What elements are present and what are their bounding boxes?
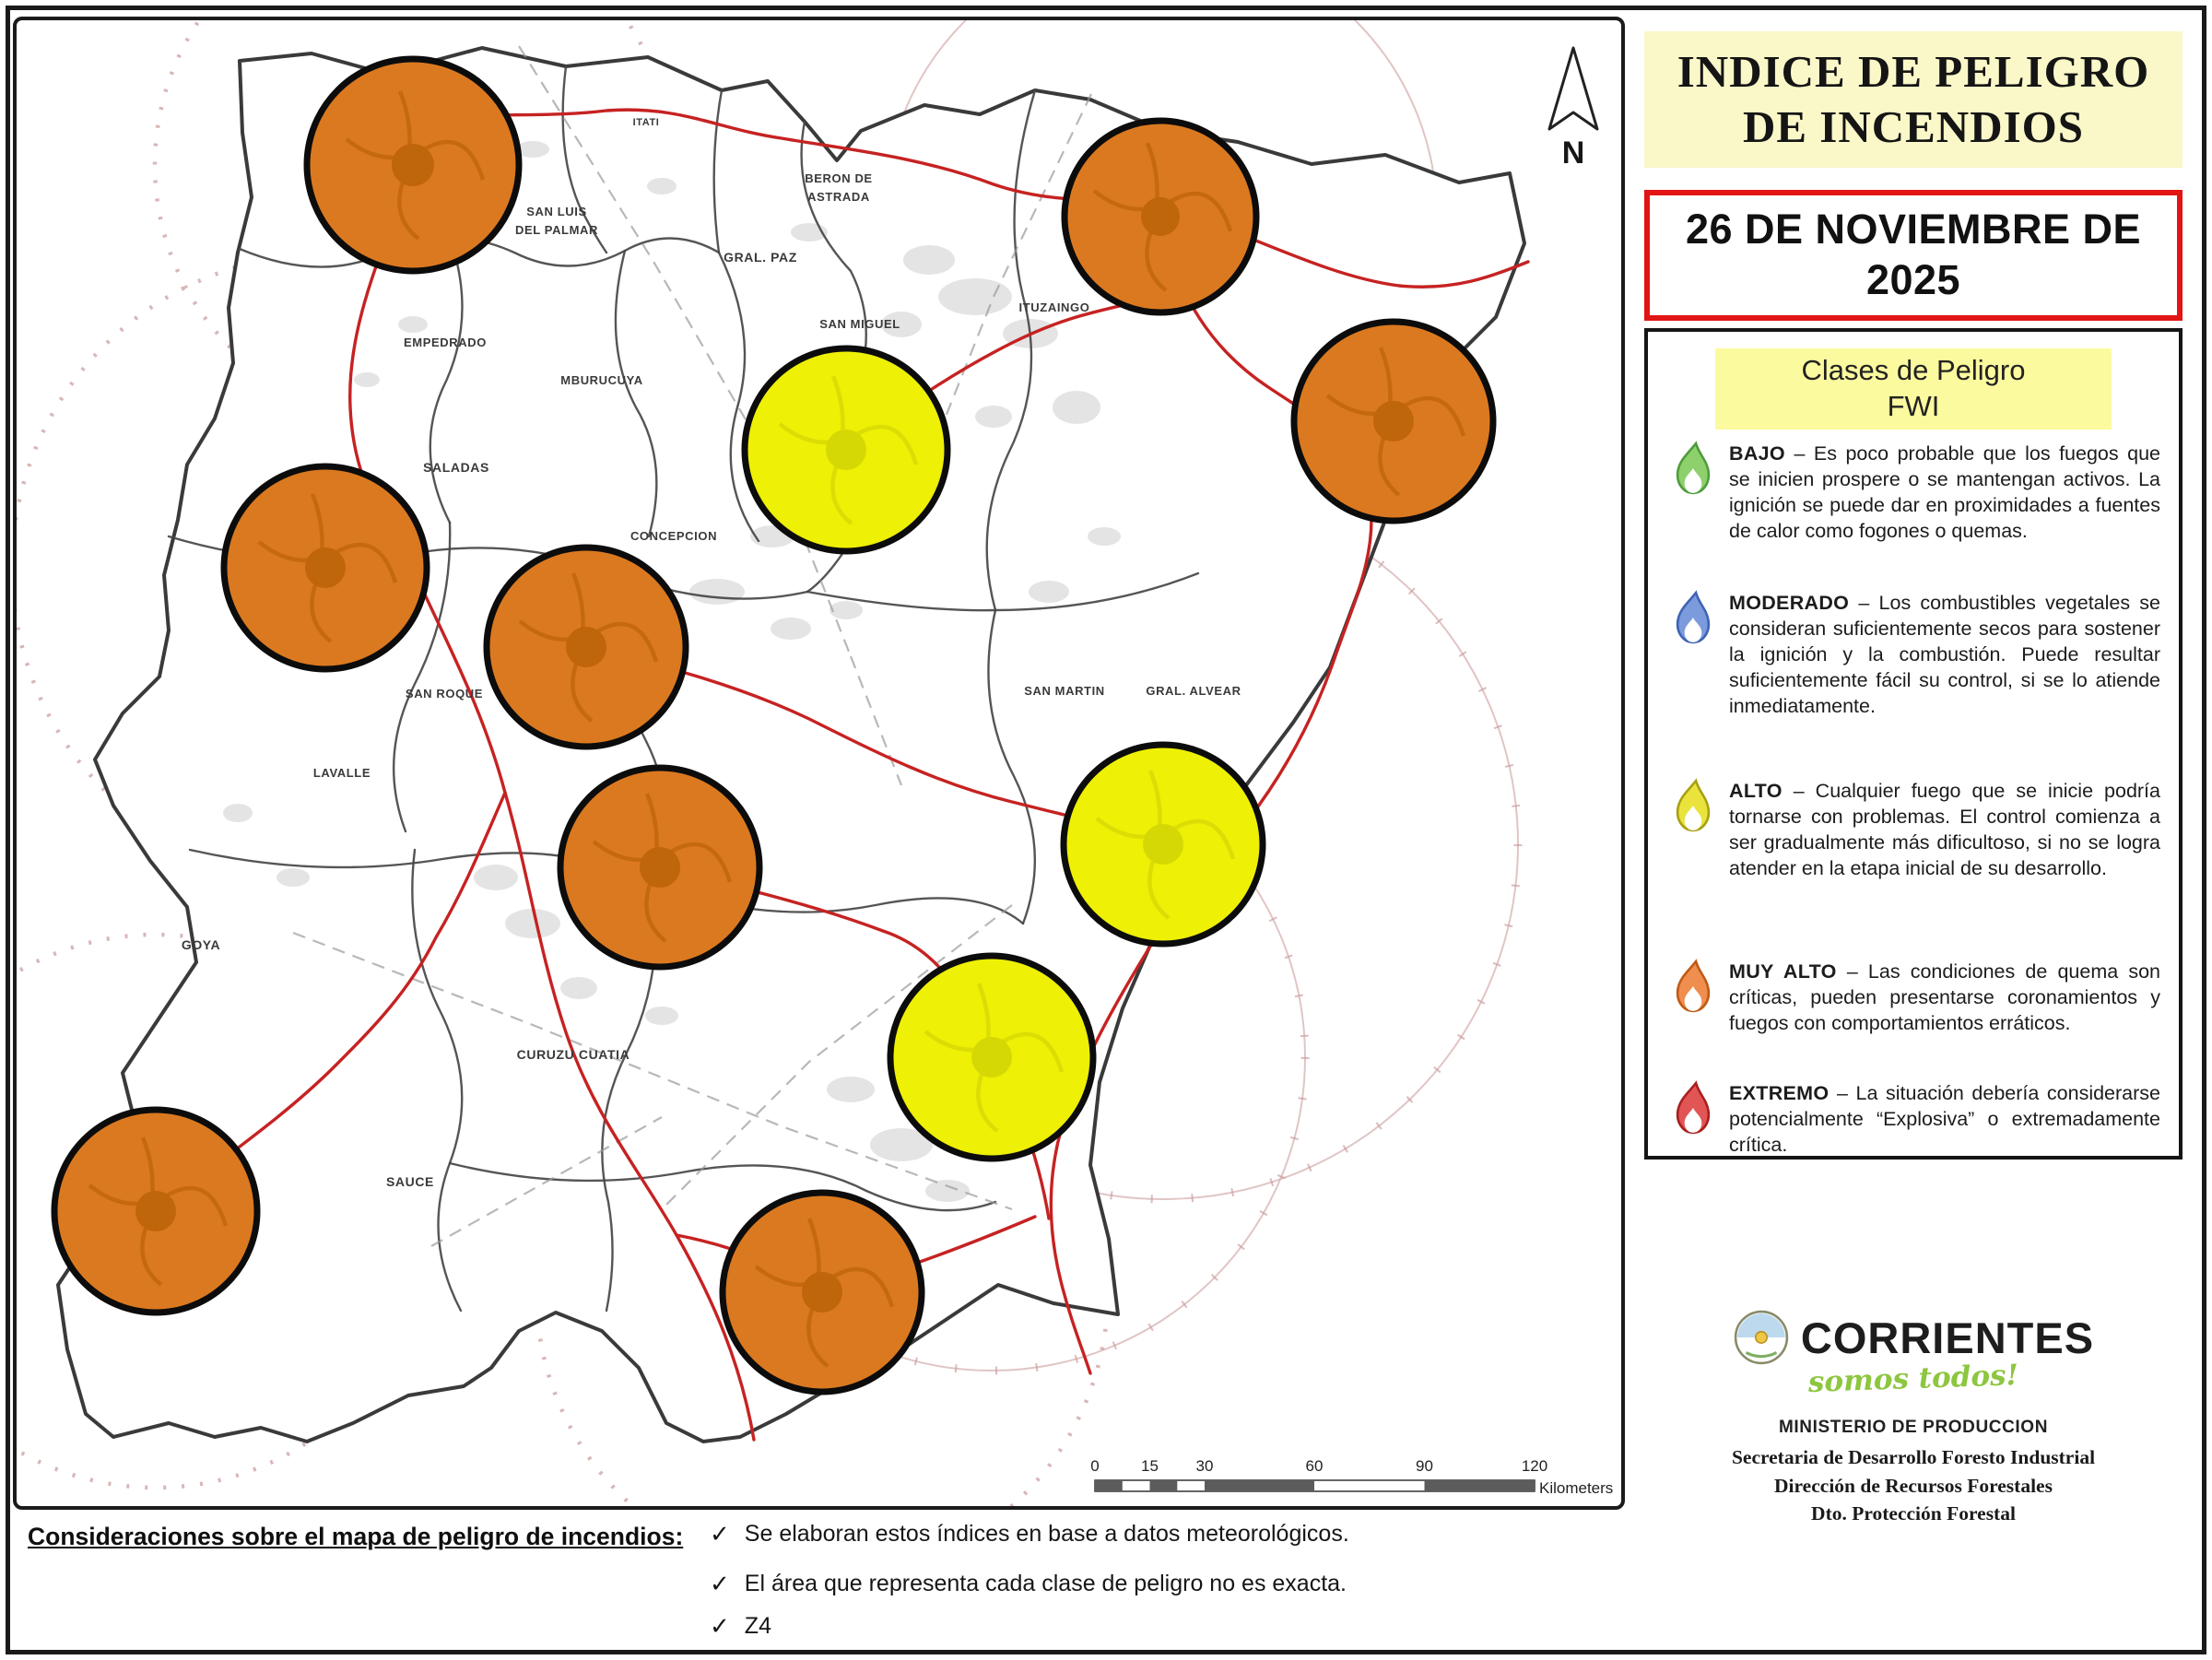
svg-text:30: 30	[1195, 1457, 1214, 1475]
title-line1: INDICE DE PELIGRO	[1677, 46, 2150, 97]
department-label: SAUCE	[385, 1174, 435, 1189]
checkmark-icon: ✓	[710, 1570, 730, 1597]
consideration-item: ✓ El área que representa cada clase de peligro no es exacta.	[710, 1570, 1347, 1597]
department-label: ASTRADA	[807, 190, 870, 204]
station-circle-muy_alto	[1065, 121, 1256, 312]
svg-text:90: 90	[1416, 1457, 1433, 1475]
department-label: SAN ROQUE	[405, 687, 484, 700]
station-circle-alto	[745, 348, 947, 551]
date-line2: 2025	[1865, 255, 1961, 303]
scale-bar	[1090, 1457, 1613, 1497]
station-circle-muy_alto	[723, 1193, 922, 1392]
svg-text:N: N	[1561, 135, 1585, 171]
department-label: ITUZAINGO	[1018, 300, 1090, 314]
flame-icon-extremo	[1670, 1080, 1716, 1136]
flame-icon-muy-alto	[1670, 959, 1716, 1014]
legend-entry-alto	[1670, 778, 2160, 881]
station-circle-muy_alto	[1294, 322, 1493, 521]
credit-line: Dto. Protección Forestal	[1811, 1502, 2016, 1525]
department-label: SAN MARTIN	[1024, 684, 1105, 698]
north-arrow-icon	[1549, 48, 1597, 171]
brand-name: CORRIENTES	[1800, 1313, 2095, 1362]
svg-text:Kilometers: Kilometers	[1539, 1479, 1614, 1497]
station-circle-alto	[1064, 745, 1263, 944]
department-label: MBURUCUYA	[560, 373, 643, 387]
legend-header-line1: Clases de Peligro	[1801, 354, 2026, 386]
credits-block	[1644, 1309, 2183, 1528]
legend-entry-moderado	[1670, 590, 2160, 719]
considerations-heading: Consideraciones sobre el mapa de peligro de incendios:	[28, 1523, 684, 1550]
map-frame	[13, 17, 1625, 1510]
station-circle-muy_alto	[54, 1110, 257, 1313]
department-label: GRAL. ALVEAR	[1146, 684, 1241, 698]
station-circle-muy_alto	[560, 768, 759, 967]
department-label: LAVALLE	[312, 766, 371, 780]
department-label: CURUZU CUATIA	[516, 1047, 630, 1062]
flame-icon-alto	[1670, 778, 1716, 833]
department-label: SAN LUIS	[526, 205, 587, 218]
svg-text:60: 60	[1305, 1457, 1324, 1475]
department-label: SALADAS	[423, 460, 489, 475]
legend-entry-bajo	[1670, 441, 2160, 544]
legend-text-bajo: BAJO – Es poco probable que los fuegos que se inicien prospere o se mantengan activos. La ignición se puede dar en proximidades a fuentes de calor como fogones o quemas.	[1729, 442, 2160, 542]
station-circle-alto	[890, 956, 1093, 1159]
consideration-item: ✓ Se elaboran estos índices en base a datos meteorológicos.	[710, 1520, 1349, 1548]
consideration-item: ✓ Z4	[710, 1612, 771, 1640]
svg-text:15: 15	[1141, 1457, 1159, 1475]
legend-header-line2: FWI	[1887, 389, 1940, 422]
ministry-name: MINISTERIO DE PRODUCCION	[1778, 1418, 2049, 1437]
legend-entry-extremo	[1670, 1080, 2160, 1158]
department-label: ITATI	[632, 117, 660, 128]
legend-text-moderado: MODERADO – Los combustibles vegetales se consideran suficientemente secos para sostener la ignición y la combustión. Puede resultar suficientemente fácil su control, si se lo atiende inmediatamente.	[1729, 592, 2161, 717]
flame-icon-bajo	[1670, 441, 1716, 496]
corrientes-crest-icon	[1733, 1309, 1790, 1366]
legend-text-extremo: EXTREMO – La situación debería considerarse potencialmente “Explosiva” o extremadamente crítica.	[1729, 1082, 2160, 1156]
department-label: BERON DE	[805, 171, 873, 185]
department-label: GRAL. PAZ	[724, 250, 797, 265]
flame-icon-moderado	[1670, 590, 1716, 645]
credit-line: Secretaria de Desarrollo Foresto Industrial	[1731, 1446, 2096, 1468]
department-label: SAN MIGUEL	[819, 317, 900, 331]
department-label: DEL PALMAR	[514, 223, 599, 237]
station-circle-muy_alto	[224, 466, 427, 669]
legend-text-alto: ALTO – Cualquier fuego que se inicie podría tornarse con problemas. El control comienza a ser gradualmente más dificultoso, si no se logra atender en la etapa inicial de su desarrollo.	[1729, 780, 2160, 879]
date-line1: 26 DE NOVIEMBRE DE	[1685, 206, 2142, 253]
legend-box	[1644, 328, 2183, 1160]
brand-slogan: somos todos!	[1807, 1359, 2019, 1399]
legend-entry-muy-alto	[1670, 959, 2160, 1036]
title-line2: DE INCENDIOS	[1742, 100, 2085, 152]
date-badge	[1644, 190, 2183, 321]
credit-line: Dirección de Recursos Forestales	[1774, 1474, 2053, 1497]
legend-header	[1715, 348, 2112, 430]
station-circle-muy_alto	[487, 547, 686, 747]
department-label: CONCEPCION	[629, 529, 718, 543]
province-map	[17, 20, 1621, 1506]
svg-text:0: 0	[1090, 1457, 1100, 1475]
legend-text-muy-alto: MUY ALTO – Las condiciones de quema son críticas, pueden presentarse coronamientos y fuegos con comportamientos erráticos.	[1729, 960, 2160, 1034]
checkmark-icon: ✓	[710, 1612, 730, 1640]
department-label: GOYA	[181, 937, 221, 952]
svg-text:120: 120	[1521, 1457, 1548, 1475]
station-circle-muy_alto	[307, 59, 519, 271]
checkmark-icon: ✓	[710, 1520, 730, 1548]
page-title	[1644, 31, 2183, 168]
department-label: EMPEDRADO	[404, 336, 487, 349]
